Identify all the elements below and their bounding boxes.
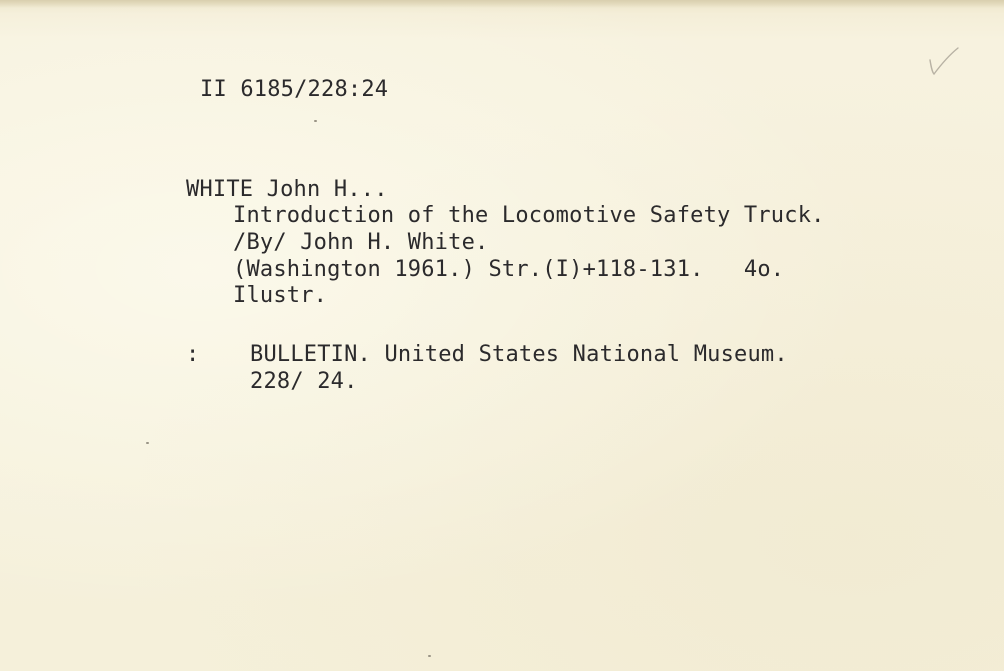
paper-speck [146,442,149,444]
title-line-3: (Washington 1961.) Str.(I)+118-131. 4o. [233,257,785,282]
call-number: II 6185/228:24 [200,77,389,102]
title-line-4: Ilustr. [233,283,328,308]
author-heading: WHITE John H... [186,177,388,202]
paper-speck [314,120,317,122]
series-marker: : [186,342,200,367]
title-line-2: /By/ John H. White. [233,230,489,255]
card-top-edge [0,0,1004,8]
title-line-1: Introduction of the Locomotive Safety Truck. [233,203,825,228]
series-line-2: 228/ 24. [250,369,358,394]
series-line-1: BULLETIN. United States National Museum. [250,342,788,367]
paper-speck [428,655,431,657]
pencil-check-icon [922,44,962,78]
